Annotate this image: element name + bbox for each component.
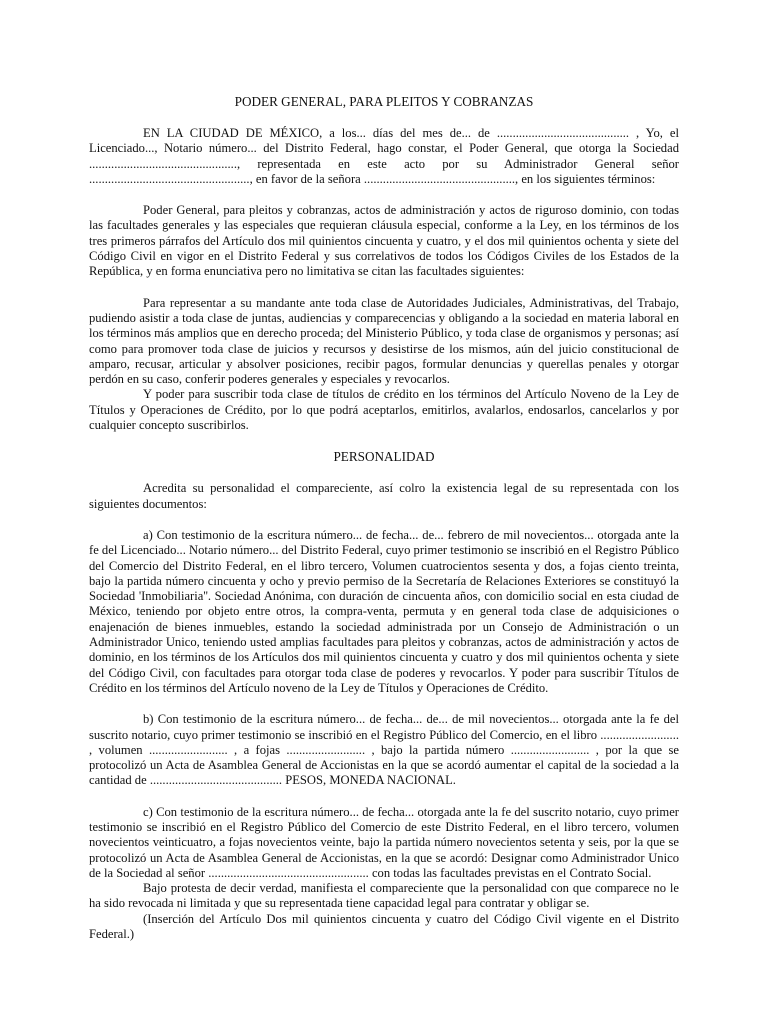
representar-paragraph: Para representar a su mandante ante toda clase de Autoridades Judiciales, Administrativas, del Trabajo, pudiendo asistir a toda clase de juntas, audiencias y comparecencias y obligando a la sociedad en materia laboral en los términos más amplios que en derecho proceda; del Ministerio Público, y toda clase de organismos y personas; así como para promover toda clase de juicios y recursos y desistirse de los mismos, aún del juicio constitucional de amparo, recusar, articular y absolver posiciones, recibir pagos, formular denuncias y querellas penales y otorgar perdón en su caso, conferir poderes generales y especiales y revocarlos.	[89, 295, 679, 387]
titulos-credito-paragraph: Y poder para suscribir toda clase de títulos de crédito en los términos del Artículo Noveno de la Ley de Títulos y Operaciones de Crédito, por lo que podrá aceptarlos, emitirlos, avalarlos, endosarlos, cancelarlos y por cualquier concepto suscribirlos.	[89, 387, 679, 433]
insercion-paragraph: (Inserción del Artículo Dos mil quinientos cincuenta y cuatro del Código Civil vigente en el Distrito Federal.)	[89, 911, 679, 942]
item-a-paragraph: a) Con testimonio de la escritura número... de fecha... de... febrero de mil novecientos... otorgada ante la fe del Licenciado... Notario número... del Distrito Federal, cuyo primer testimonio se inscribió en el Registro Público del Comercio del Distrito Federal, en el libro tercero, Volumen cuatrocientos sesenta y dos, a fojas ciento treinta, bajo la partida número cincuenta y ocho y previo permiso de la Secretaría de Relaciones Exteriores se constituyó la Sociedad 'Inmobiliaria''. Sociedad Anónima, con duración de cincuenta años, con domicilio social en esta ciudad de México, teniendo por objeto entre otros, la compra-venta, permuta y en general toda clase de adquisiciones o enajenación de bienes inmuebles, estando la sociedad administrada por un Consejo de Administración o un Administrador Unico, teniendo usted amplias facultades para pleitos y cobranzas, actos de administración y actos de dominio, en los términos de los Artículos dos mil quinientos cincuenta y cuatro y dos mil quinientos ochenta y siete del Código Civil, con facultades para otorgar toda clase de poderes y revocarlos. Y poder para suscribir Títulos de Crédito en los términos del Artículo noveno de la Ley de Títulos y Operaciones de Crédito.	[89, 527, 680, 695]
intro-paragraph: EN LA CIUDAD DE MÉXICO, a los... días del mes de... de .......................................... , Yo, el Licenciado..., Notario número... del Distrito Federal, hago constar, el Poder General, que otorga la Sociedad ..............................................., representada en este acto por su Administrador General señor ..................................................., en favor de la señora ................................................, en los siguientes términos:	[89, 126, 679, 186]
acredita-paragraph: Acredita su personalidad el compareciente, así colro la existencia legal de su representada con los siguientes documentos:	[89, 481, 679, 511]
document-title: PODER GENERAL, PARA PLEITOS Y COBRANZAS	[234, 94, 534, 109]
item-c-paragraph: c) Con testimonio de la escritura número... de fecha... otorgada ante la fe del suscrito notario, cuyo primer testimonio se inscribió en el Registro Público del Comercio de este Distrito Federal, en el libro tercero, volumen novecientos veinticuatro, a fojas novecientos veinte, bajo la partida número novecientos setenta y seis, por la que se protocolizó un Acta de Asamblea General de Accionistas, en la que se acordó: Designar como Administrador Unico de la Sociedad al señor ................................................... con todas las facultades previstas en el Contrato Social.	[89, 804, 679, 880]
poder-general-paragraph: Poder General, para pleitos y cobranzas, actos de administración y actos de riguroso dominio, con todas las facultades generales y las especiales que requieran cláusula especial, conforme a la Ley, en los términos de los tres primeros párrafos del Artículo dos mil quinientos cincuenta y cuatro, y el dos mil quinientos ochenta y siete del Código Civil en vigor en el Distrito Federal y sus correlativos de todos los Códigos Civiles de los Estados de la República, y en forma enunciativa pero no limitativa se citan las facultades siguientes:	[89, 203, 679, 279]
protesta-paragraph: Bajo protesta de decir verdad, manifiesta el compareciente que la personalidad con que comparece no le ha sido revocada ni limitada y que su representada tiene capacidad legal para contratar y obligar se.	[89, 881, 679, 911]
personalidad-heading: PERSONALIDAD	[333, 449, 435, 465]
item-b-paragraph: b) Con testimonio de la escritura número... de fecha... de... de mil novecientos... otorgada ante la fe del suscrito notario, cuyo primer testimonio se inscribió en el Registro Público del Comercio, en el libro ......................... , volumen ......................... , a fojas ......................... , bajo la partida número ......................... , por la que se protocolizó un Acta de Asamblea General de Accionistas en la que se acordó aumentar el capital de la sociedad a la cantidad de .......................................... PESOS, MONEDA NACIONAL.	[89, 712, 679, 788]
